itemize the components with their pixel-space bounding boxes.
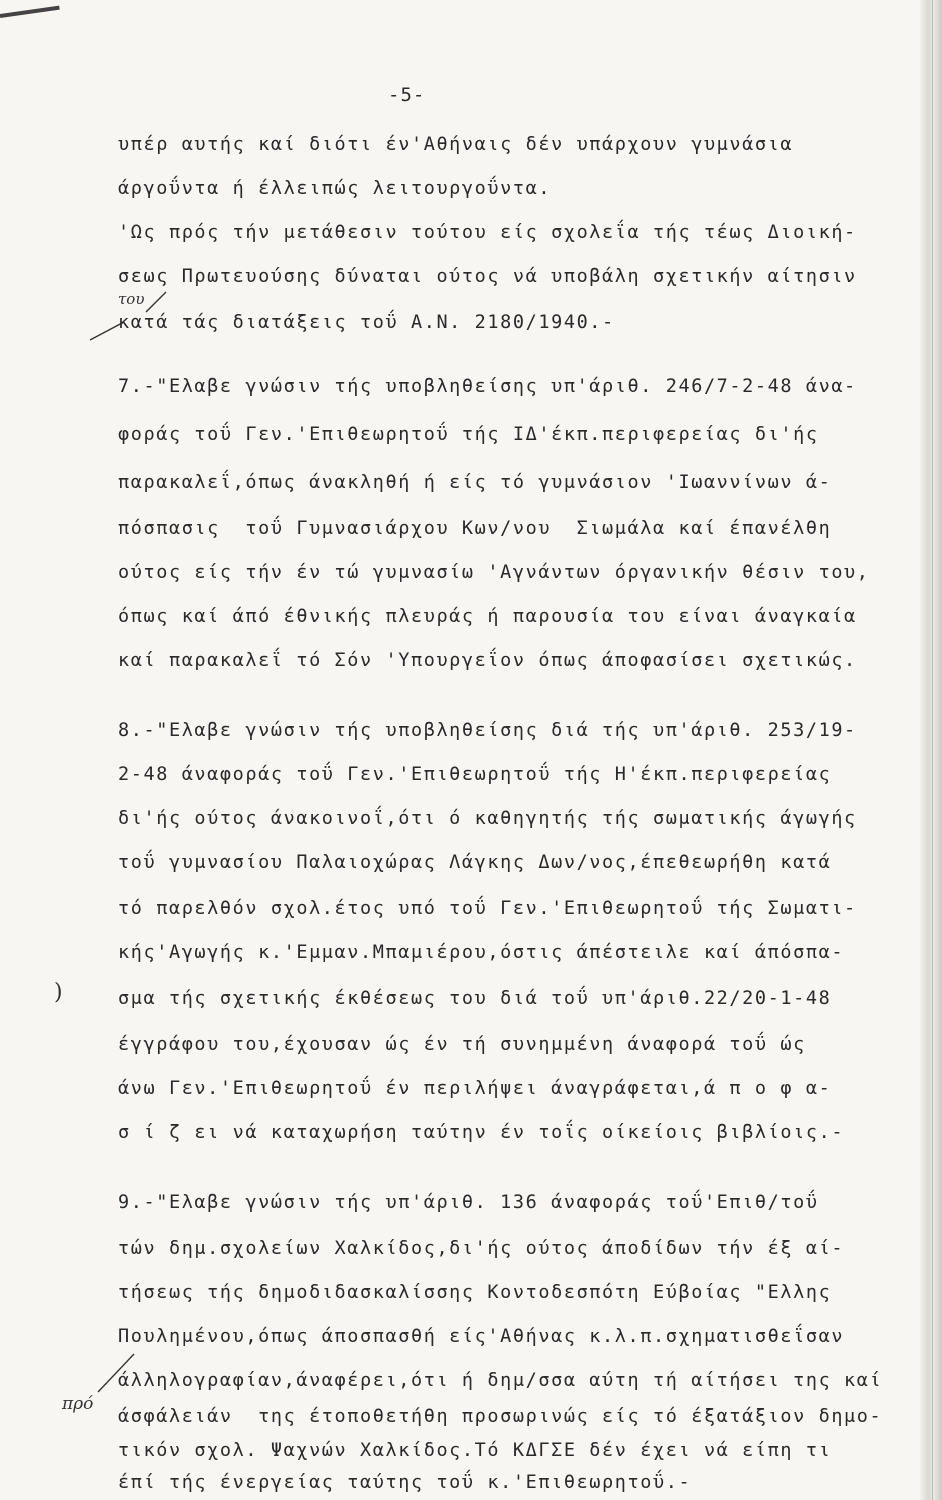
text-line: ούτος είς τήν έν τώ γυμνασίω 'Αγνάντων όργανικήν θέσιν του,: [118, 562, 870, 583]
text-line: παρακαλεΐ,όπως άνακληθή ή είς τό γυμνάσιον 'Ιωαννίνων ά-: [118, 472, 832, 493]
handwritten-margin-note: πρό: [62, 1394, 94, 1414]
text-line: κής'Αγωγής κ.'Εμμαν.Μπαμιέρου,όστις άπέστειλε καί άπόσπα-: [118, 942, 845, 963]
text-line: δι'ής ούτος άνακοινοΐ,ότι ό καθηγητής τής σωματικής άγωγής: [118, 808, 857, 829]
text-line: άνω Γεν.'Επιθεωρητοΰ έν περιλήψει άναγράφεται,ά π ο φ α-: [118, 1078, 832, 1099]
corner-pen-mark: [0, 6, 60, 18]
text-line: κατά τάς διατάξεις τοΰ Α.Ν. 2180/1940.-: [118, 312, 615, 333]
text-line: σμα τής σχετικής έκθέσεως του διά τοΰ υπ'άριθ.22/20-1-48: [118, 988, 832, 1009]
text-line: καί παρακαλεΐ τό Σόν 'Υπουργεΐον όπως άποφασίσει σχετικώς.: [118, 650, 857, 671]
text-line: άλληλογραφίαν,άναφέρει,ότι ή δημ/σσα αύτη τή αίτήσει της καί: [118, 1370, 883, 1391]
text-line: τήσεως τής δημοδιδασκαλίσσης Κοντοδεσπότη Εύβοίας "Ελλης: [118, 1282, 832, 1303]
text-line: πόσπασις τοΰ Γυμνασιάρχου Κων/νου Σιωμάλα καί έπανέλθη: [118, 518, 832, 539]
text-line: τό παρελθόν σχολ.έτος υπό τοΰ Γεν.'Επιθεωρητοΰ τής Σωματι-: [118, 898, 857, 919]
text-line: άργοΰντα ή έλλειπώς λειτουργοΰντα.: [118, 178, 552, 199]
text-line: 7.-"Ελαβε γνώσιν τής υποβληθείσης υπ'άριθ. 246/7-2-48 άνα-: [118, 376, 857, 397]
text-line: 8.-"Ελαβε γνώσιν τής υποβληθείσης διά τής υπ'άριθ. 253/19-: [118, 720, 857, 741]
text-line: όπως καί άπό έθνικής πλευράς ή παρουσία του είναι άναγκαία: [118, 606, 857, 627]
text-line: σεως Πρωτευούσης δύναται ούτος νά υποβάλη σχετικήν αίτησιν: [118, 266, 857, 287]
binding-crease: [932, 0, 933, 1500]
text-line: 9.-"Ελαβε γνώσιν τής υπ'άριθ. 136 άναφοράς τοΰ'Επιθ/τοΰ: [118, 1192, 819, 1213]
margin-bracket-mark: ): [54, 980, 63, 1005]
text-line: 'Ως πρός τήν μετάθεσιν τούτου είς σχολεΐα τής τέως Διοική-: [118, 222, 857, 243]
text-line: τικόν σχολ. Ψαχνών Χαλκίδος.Τό ΚΔΓΣΕ δέν έχει νά είπη τι: [118, 1440, 832, 1461]
text-line: έγγράφου του,έχουσαν ώς έν τή συνημμένη άναφορά τοΰ ώς: [118, 1034, 806, 1055]
text-line: φοράς τοΰ Γεν.'Επιθεωρητοΰ τής ΙΔ'έκπ.περιφερείας δι'ής: [118, 424, 819, 445]
text-line: 2-48 άναφοράς τοΰ Γεν.'Επιθεωρητοΰ τής Η'έκπ.περιφερείας: [118, 764, 832, 785]
handwritten-insertion: του: [118, 290, 145, 308]
text-line: τοΰ γυμνασίου Παλαιοχώρας Λάγκης Δων/νος,έπεθεωρήθη κατά: [118, 852, 832, 873]
text-line: σ ί ζ ει νά καταχωρήση ταύτην έν τοΐς οίκείοις βιβλίοις.-: [118, 1122, 845, 1143]
page-number: -5-: [388, 84, 426, 106]
text-line: Πουλημένου,όπως άποσπασθή είς'Αθήνας κ.λ.π.σχηματισθεΐσαν: [118, 1326, 845, 1347]
page-binding-edge: [920, 0, 942, 1500]
text-line: άσφάλειάν της έτοποθετήθη προσωρινώς είς τό έξατάξιον δημο-: [118, 1406, 883, 1427]
text-line: έπί τής ένεργείας ταύτης τοΰ κ.'Επιθεωρητοΰ.-: [118, 1472, 692, 1493]
text-line: τών δημ.σχολείων Χαλκίδος,δι'ής ούτος άποδίδων τήν έξ αί-: [118, 1238, 845, 1259]
text-line: υπέρ αυτής καί διότι έν'Αθήναις δέν υπάρχουν γυμνάσια: [118, 134, 794, 155]
